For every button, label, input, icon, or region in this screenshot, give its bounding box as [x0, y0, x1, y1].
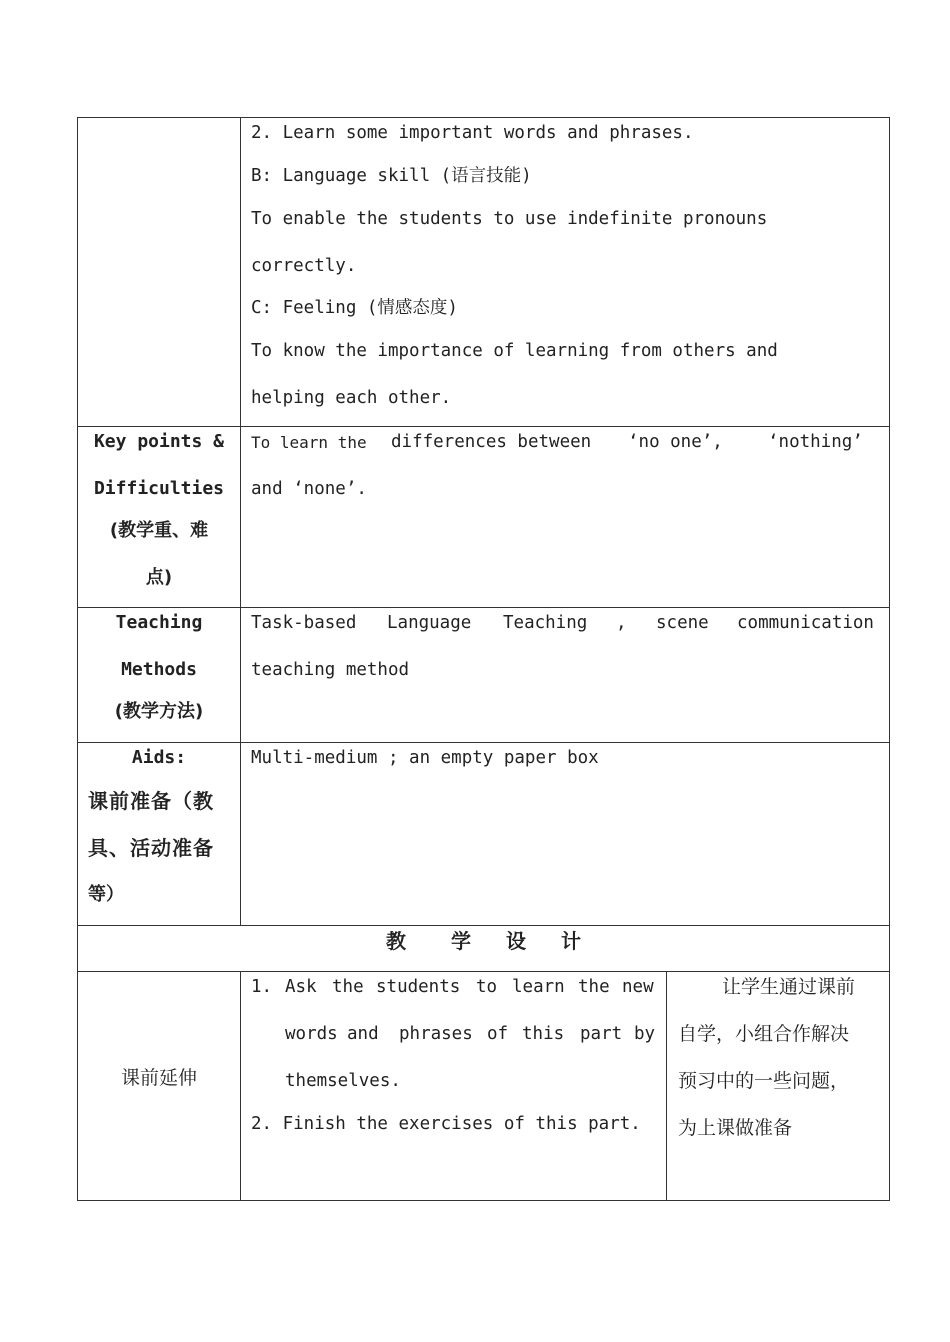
methods-content-word: Language [387, 613, 472, 633]
step-word: part [580, 1024, 623, 1044]
table-top-border [77, 117, 890, 118]
aids-content: Multi-medium ; an empty paper box [251, 748, 599, 768]
key-points-label: 点) [145, 567, 173, 588]
methods-content-word: communication [737, 613, 874, 633]
row-divider-aids [77, 742, 890, 743]
design-heading-char: 计 [561, 929, 581, 953]
step-word: by [634, 1024, 656, 1044]
methods-label: Teaching [115, 612, 203, 633]
key-points-label: (教学重、难 [109, 520, 209, 541]
step-text: themselves. [285, 1071, 401, 1091]
objective-line: 2. Learn some important words and phrases. [251, 123, 694, 143]
methods-label: (教学方法) [114, 701, 204, 722]
step-word: the [578, 977, 610, 997]
step-word: this [522, 1024, 565, 1044]
key-points-content: differences between [391, 432, 592, 452]
table-right-border [889, 117, 890, 1201]
step-number: 1. [251, 977, 273, 997]
key-points-content: To learn the [251, 433, 367, 452]
pre-class-label: 课前延伸 [120, 1067, 197, 1089]
aids-label: 课前准备（教 [88, 789, 214, 813]
table-bottom-border [77, 1200, 890, 1201]
aids-label: 具、活动准备 [88, 836, 214, 860]
row-divider-pre-class [77, 971, 890, 972]
step-word: Ask [285, 977, 317, 997]
step-text: 2. Finish the exercises of this part. [251, 1114, 641, 1134]
methods-content: teaching method [251, 660, 410, 680]
step-word: and [347, 1024, 379, 1044]
step-word: the [332, 977, 364, 997]
column-divider-upper [240, 117, 241, 925]
step-word: words [285, 1024, 338, 1044]
methods-content-word: scene [656, 613, 709, 633]
key-points-content: ‘nothing’ [768, 432, 863, 452]
step-word: new [622, 977, 654, 997]
methods-label: Methods [121, 659, 197, 680]
key-points-label: Key points & [93, 431, 225, 452]
objective-line: B: Language skill (语言技能) [251, 166, 532, 186]
column-divider-lower [240, 971, 241, 1200]
key-points-label: Difficulties [93, 478, 225, 499]
design-heading-char: 设 [506, 929, 526, 953]
purpose-text: 为上课做准备 [678, 1117, 793, 1139]
key-points-content: ‘no one’, [628, 432, 723, 452]
step-word: to [476, 977, 498, 997]
design-heading-char: 教 [386, 929, 406, 953]
objective-line: C: Feeling (情感态度) [251, 298, 458, 318]
objective-line: helping each other. [251, 388, 452, 408]
objective-line: correctly. [251, 256, 357, 276]
aids-label: 等） [88, 884, 124, 905]
purpose-text: 预习中的一些问题， [678, 1070, 850, 1092]
step-word: of [487, 1024, 509, 1044]
aids-label: Aids: [131, 747, 187, 768]
purpose-text: 自学，小组合作解决 [678, 1023, 850, 1045]
row-divider-design [77, 925, 890, 926]
design-heading-char: 学 [451, 929, 471, 953]
step-word: students [376, 977, 461, 997]
row-divider-key-points [77, 426, 890, 427]
step-word: phrases [399, 1024, 473, 1044]
objective-line: To enable the students to use indefinite pronouns [251, 209, 768, 229]
objective-line: To know the importance of learning from others and [251, 341, 778, 361]
methods-content-word: Task-based [251, 613, 357, 633]
column-divider-purpose [666, 971, 667, 1200]
purpose-text: 让学生通过课前 [722, 976, 856, 998]
methods-content-word: Teaching [503, 613, 588, 633]
step-word: learn [512, 977, 565, 997]
methods-content-word: , [616, 613, 627, 633]
key-points-content: and ‘none’. [251, 479, 367, 499]
row-divider-methods [77, 607, 890, 608]
